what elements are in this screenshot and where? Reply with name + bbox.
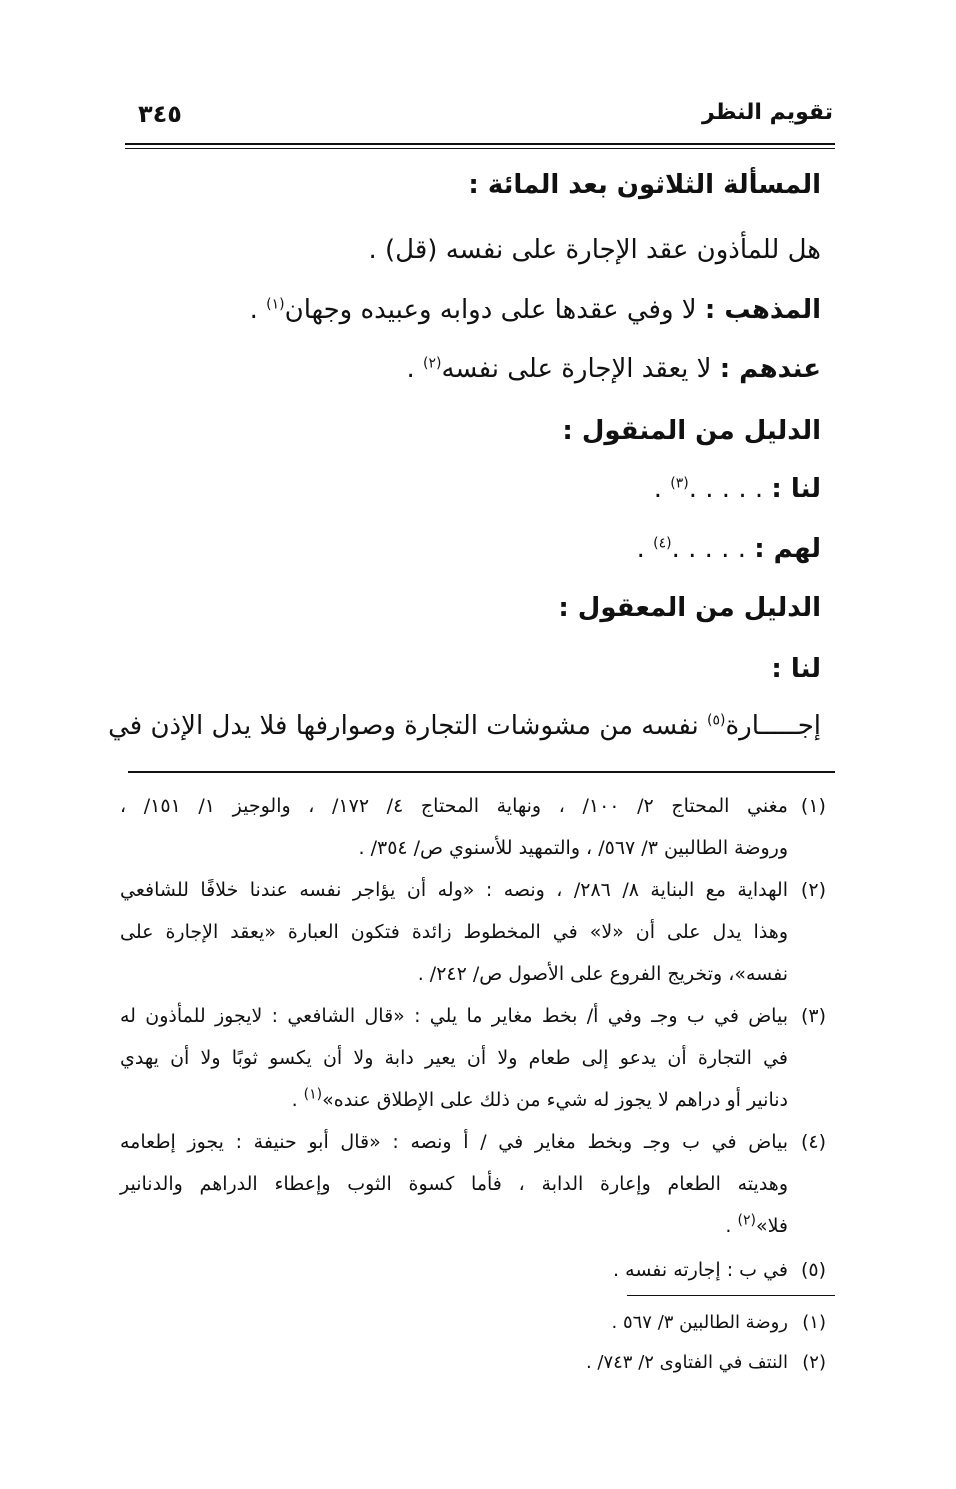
footnote-separator	[128, 771, 835, 773]
footnote-ref: (٤)	[653, 535, 672, 552]
footnote-3-line-1	[120, 995, 826, 1037]
footnote-2-line-1	[120, 869, 826, 911]
madhhab-line	[121, 295, 821, 326]
lahum-label: لهم :	[754, 534, 821, 564]
footnote-2-line-3: نفسه»، وتخريج الفروع على الأصول ص/ ٢٤٢/ .	[417, 963, 788, 985]
footnote-text: الهداية مع البناية ٨/ ٢٨٦/ ، ونصه : «وله أن يؤاجر نفسه عندنا خلافًا للشافعي	[120, 879, 788, 901]
sentence-end: .	[249, 295, 267, 325]
footnote-number: (٤)	[800, 1131, 826, 1153]
question-line: هل للمأذون عقد الإجارة على نفسه (قل) .	[368, 235, 821, 265]
running-title: تقويم النظر	[702, 100, 833, 125]
last-body-line	[108, 711, 821, 742]
manqul-heading: الدليل من المنقول :	[562, 416, 821, 446]
footnote-number: (١)	[802, 1312, 826, 1333]
footnote-number: (٣)	[800, 1005, 826, 1027]
footnote-text: روضة الطالبين ٣/ ٥٦٧ .	[611, 1312, 788, 1333]
section-heading: المسألة الثلاثون بعد المائة :	[468, 170, 821, 200]
footnote-3-line-2: في التجارة أن يدعو إلى طعام ولا أن يعير دابة ولا أن يكسو ثوبًا ولا أن يهدي	[120, 1047, 788, 1069]
footnote-text: بياض في ب وجـ وبخط مغاير في / أ ونصه : «قال أبو حنيفة : يجوز إطعامه	[120, 1131, 788, 1153]
footnote-ref: (١)	[266, 296, 285, 313]
page-number: ٣٤٥	[138, 100, 182, 128]
last-rest: نفسه من مشوشات التجارة وصوارفها فلا يدل الإذن في	[108, 711, 708, 741]
indahum-text: لا يعقد الإجارة على نفسه	[441, 354, 712, 384]
maqul-heading: الدليل من المعقول :	[558, 593, 821, 623]
indahum-line	[121, 354, 821, 385]
footnote-text: فلا»	[755, 1215, 788, 1237]
lahum-line	[121, 534, 821, 565]
sentence-end: .	[653, 474, 671, 504]
sentence-end: .	[725, 1215, 738, 1237]
sentence-end: .	[636, 534, 654, 564]
footnote-4-line-2: وهديته الطعام وإعارة الدابة ، فأما كسوة الثوب وإعطاء الدراهم والدنانير	[120, 1173, 788, 1195]
footnote-ref: (٢)	[422, 355, 442, 372]
last-word: إجـــــارة	[725, 711, 821, 741]
footnote-number: (٢)	[802, 1352, 826, 1373]
footnote-ref: (١)	[303, 1086, 323, 1103]
footnote-text: في ب : إجارته نفسه .	[613, 1259, 788, 1281]
footnote-number: (١)	[800, 795, 826, 817]
header-rule-thin	[125, 148, 835, 149]
footnote-text: دنانير أو دراهم لا يجوز له شيء من ذلك على الإطلاق عنده»	[322, 1089, 788, 1111]
footnote-4-line-3	[120, 1205, 826, 1247]
footnote-ref: (٢)	[737, 1212, 756, 1229]
footnote-5	[120, 1249, 826, 1291]
footnote-2-line-2: وهذا يدل على أن «لا» في المخطوط زائدة فتكون العبارة «يعقد الإجارة على	[120, 921, 788, 943]
footnote-4-line-1	[120, 1121, 826, 1163]
subnote-separator	[627, 1295, 835, 1296]
footnote-text: النتف في الفتاوى ٢/ ٧٤٣/ .	[585, 1352, 788, 1373]
sentence-end: .	[406, 354, 423, 384]
footnote-text: مغني المحتاج ٢/ ١٠٠/ ، ونهاية المحتاج ٤/ ١٧٢/ ، والوجيز ١/ ١٥١/ ،	[120, 795, 788, 817]
footnote-number: (٥)	[800, 1259, 826, 1281]
footnote-number: (٢)	[800, 879, 826, 901]
lana-label: لنا :	[771, 474, 821, 504]
header-rule	[125, 143, 835, 145]
lana2-label: لنا :	[771, 654, 821, 684]
madhhab-label: المذهب :	[704, 295, 821, 325]
footnote-text: بياض في ب وجـ وفي أ/ بخط مغاير ما يلي : «قال الشافعي : لايجوز للمأذون له	[120, 1005, 788, 1027]
subnote-1	[120, 1302, 826, 1344]
footnote-3-line-3	[120, 1079, 826, 1121]
lana-line	[121, 474, 821, 505]
footnote-ref: (٣)	[670, 475, 689, 492]
subnote-2	[120, 1342, 826, 1384]
lana-dots: . . . . .	[688, 474, 772, 504]
footnote-ref: (٥)	[707, 712, 726, 729]
footnote-1-line-2: وروضة الطالبين ٣/ ٥٦٧/ ، والتمهيد للأسنوي ص/ ٣٥٤/ .	[358, 837, 788, 859]
page-header	[130, 100, 833, 140]
madhhab-text: لا وفي عقدها على دوابه وعبيده وجهان	[284, 295, 697, 325]
sentence-end: .	[291, 1089, 304, 1111]
footnote-1-line-1	[120, 785, 826, 827]
indahum-label: عندهم :	[719, 354, 821, 384]
lahum-dots: . . . . .	[671, 534, 755, 564]
